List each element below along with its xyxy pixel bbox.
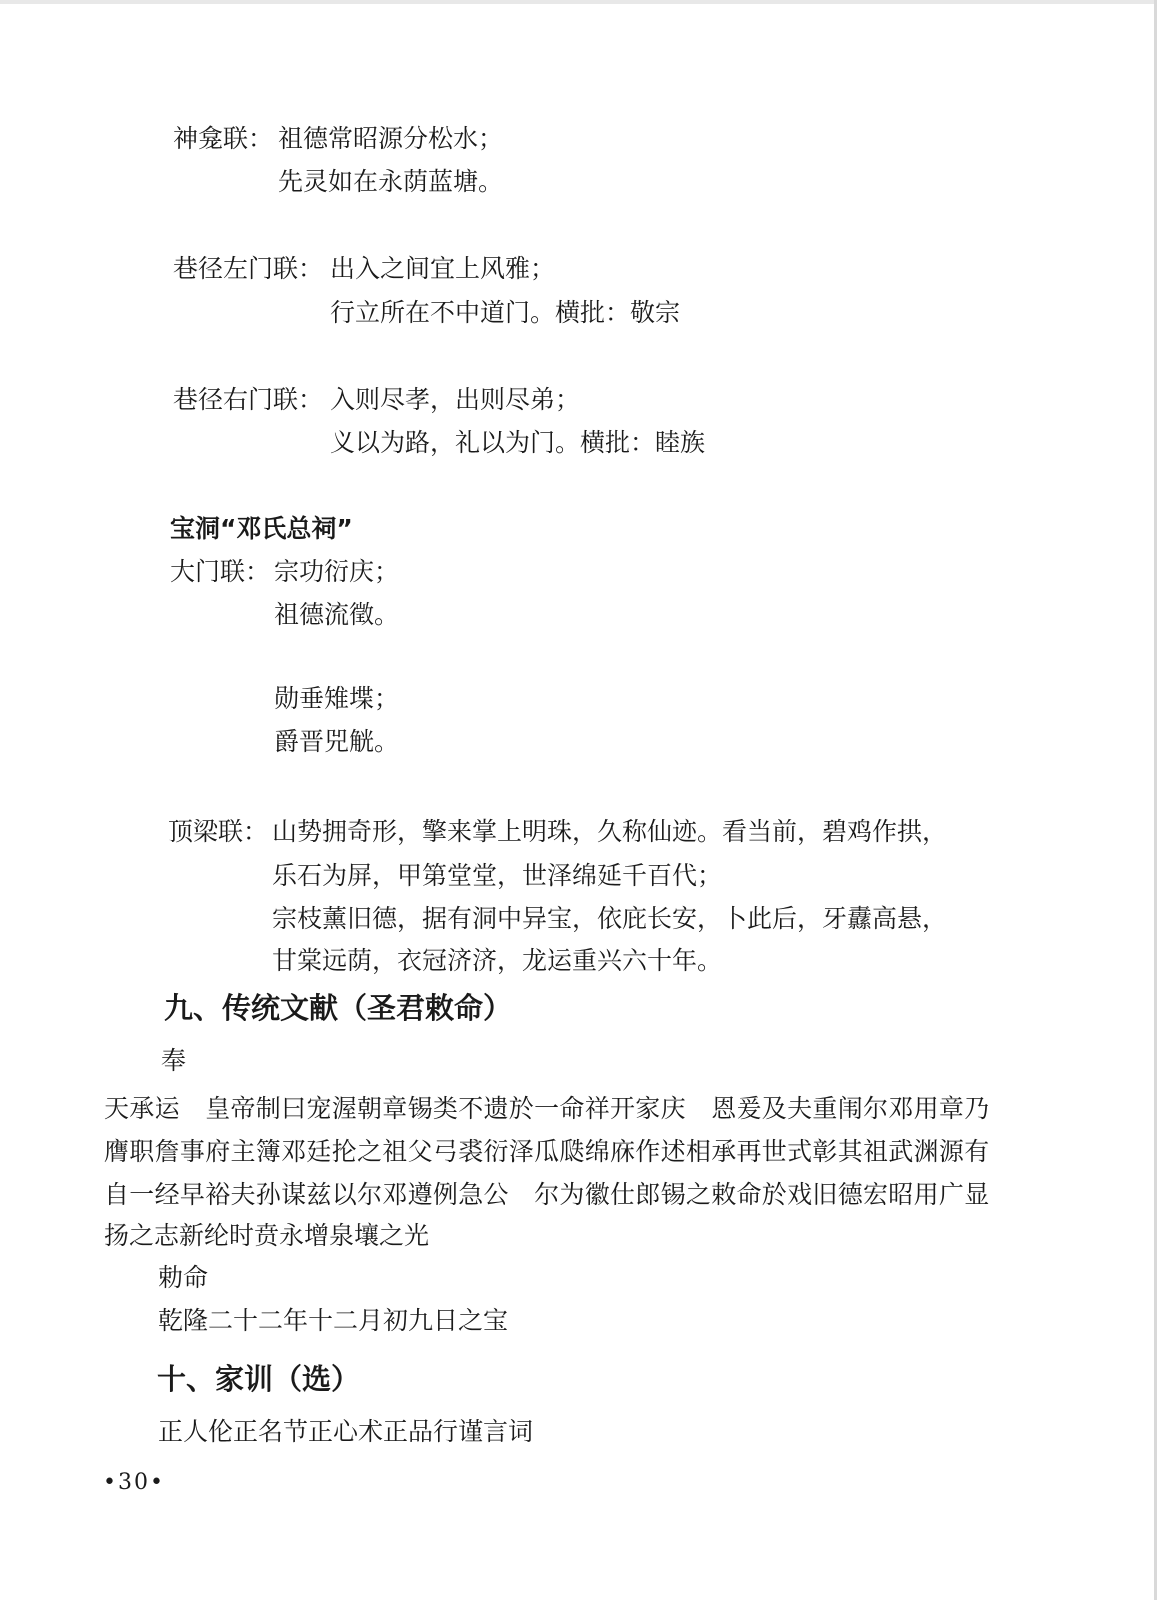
damen-line-4: 爵晋兕觥。 [274,727,400,756]
xiangjing-left-line-2: 行立所在不中道门。横批：敬宗 [330,298,681,327]
scan-edge-top [0,0,1157,4]
damen-line-2: 祖德流徵。 [274,600,400,629]
xiangjing-left-line-1: 出入之间宜上风雅； [330,254,556,283]
family-precepts-line-1: 正人伦正名节正心术正品行谨言词 [158,1417,534,1446]
dingliang-line-3: 宗枝薰旧德，据有洞中异宝，依庇长安，卜此后，牙纛高悬， [272,904,948,933]
edict-line-1: 天承运 皇帝制曰宠渥朝章锡类不遗於一命祥开家庆 恩爰及夫重闱尔邓用章乃 [104,1094,990,1123]
edict-line-2: 膺职詹事府主簿邓廷抡之祖父弓裘衍泽瓜瓞绵庥作述相承再世式彰其祖武渊源有 [104,1137,990,1166]
xiangjing-right-line-2: 义以为路，礼以为门。横批：睦族 [330,428,706,457]
feng-text: 奉 [161,1046,187,1075]
damen-label: 大门联： [170,557,271,586]
xiangjing-left-label: 巷径左门联： [173,254,324,283]
shenkan-line-1: 祖德常昭源分松水； [278,124,504,153]
damen-line-3: 勋垂雉堞； [274,684,400,713]
dingliang-line-4: 甘棠远荫，衣冠济济，龙运重兴六十年。 [272,946,723,975]
page-number: •30• [103,1470,165,1495]
damen-line-1: 宗功衍庆； [274,557,400,586]
section-9-heading: 九、传统文献（圣君敕命） [164,991,513,1025]
shenkan-label: 神龛联： [173,124,274,153]
section-10-heading: 十、家训（选） [157,1362,361,1396]
xiangjing-right-label: 巷径右门联： [173,385,324,414]
baodong-heading: 宝洞“邓氏总祠” [170,514,353,543]
edict-line-4: 扬之志新纶时贲永增泉壤之光 [104,1221,430,1250]
edict-date: 乾隆二十二年十二月初九日之宝 [158,1306,509,1335]
edict-line-3: 自一经早裕夫孙谋兹以尔邓遵例急公 尔为徽仕郎锡之敕命於戏旧德宏昭用广显 [104,1180,990,1209]
dingliang-line-2: 乐石为屏，甲第堂堂，世泽绵延千百代； [272,861,723,890]
dingliang-line-1: 山势拥奇形，擎来掌上明珠，久称仙迹。看当前，碧鸡作拱， [272,817,948,846]
chiming-text: 勅命 [158,1263,209,1292]
dingliang-label: 顶梁联： [168,817,269,846]
shenkan-line-2: 先灵如在永荫蓝塘。 [278,167,504,196]
xiangjing-right-line-1: 入则尽孝，出则尽弟； [330,385,581,414]
